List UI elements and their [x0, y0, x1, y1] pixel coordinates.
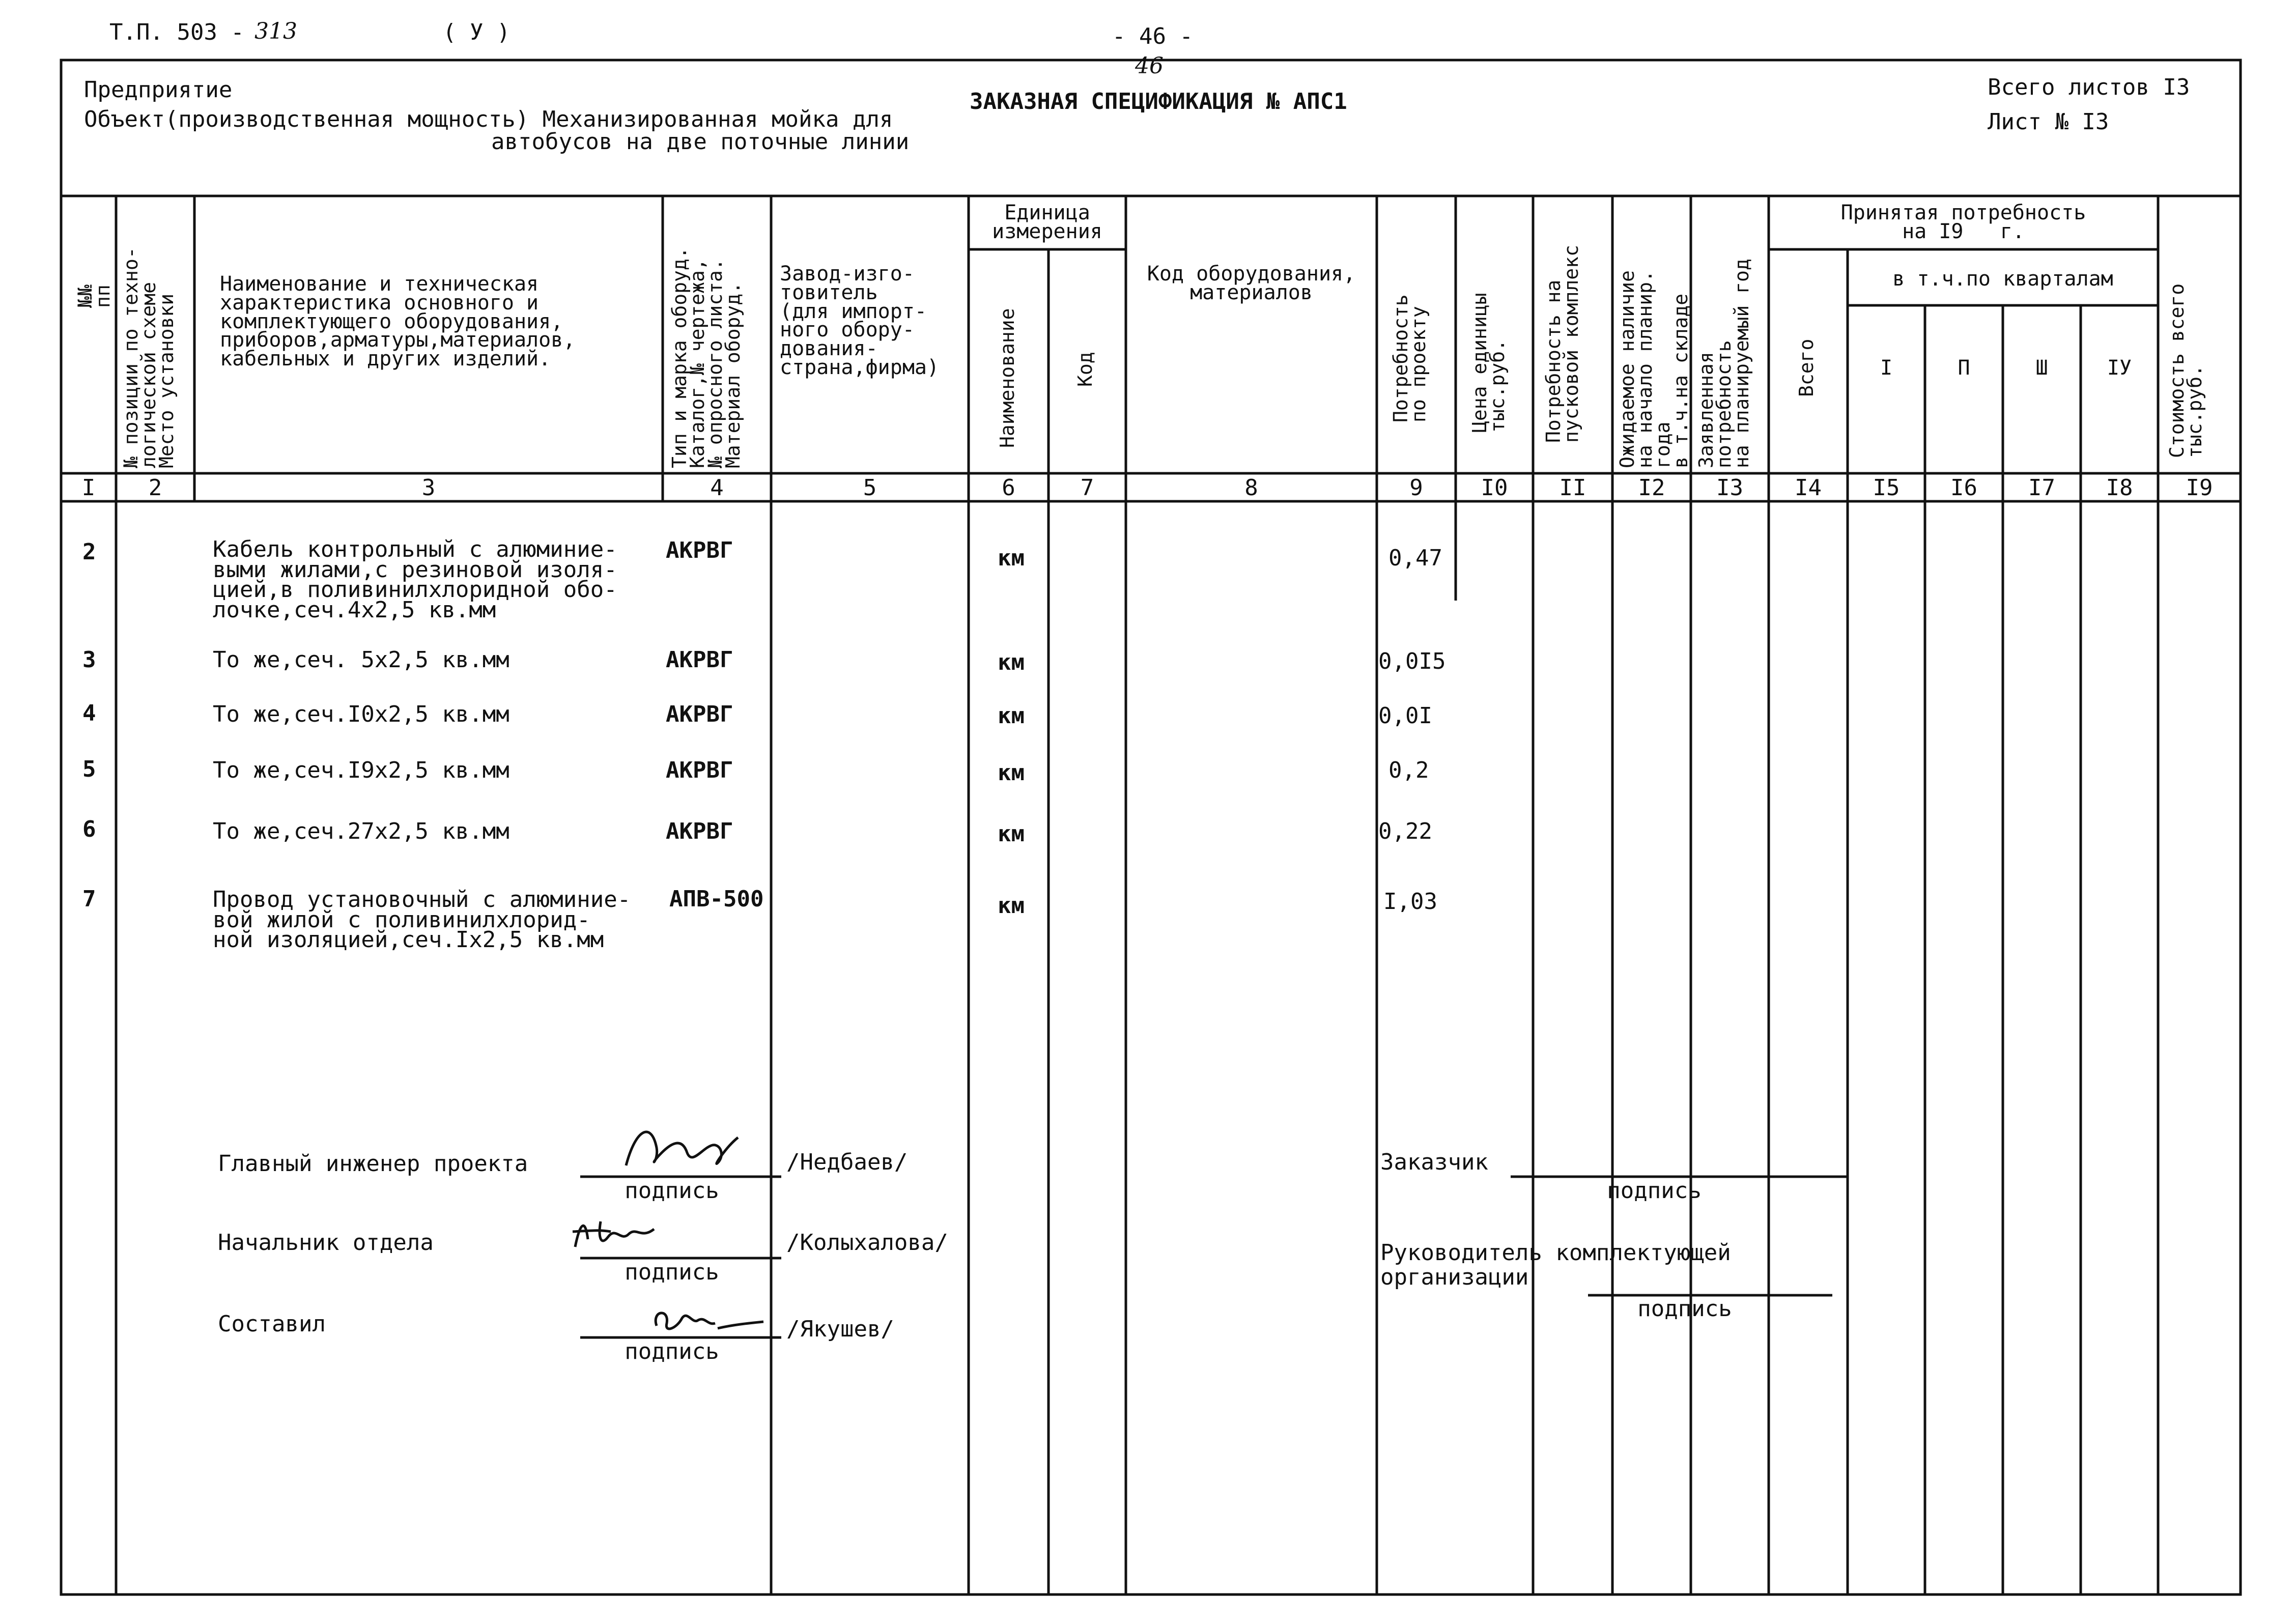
row-quantity: 0,22	[1378, 818, 1432, 844]
object-line-1: Объект(производственная мощность) Механизированная мойка для	[84, 106, 893, 132]
row-name: То же,сеч.I9х2,5 кв.мм	[213, 757, 509, 783]
row-quantity: 0,0I	[1378, 703, 1432, 729]
object-line-2: автобусов на две поточные линии	[491, 129, 910, 155]
row-quantity: 0,0I5	[1378, 648, 1446, 674]
customer-label: Заказчик	[1380, 1149, 1488, 1175]
column-number: II	[1559, 475, 1586, 501]
col-header-expected-stock: Ожидаемое наличие на начало планир. года в т.ч.на складе	[1616, 270, 1692, 468]
row-number: 6	[82, 816, 96, 842]
department-head-signature	[565, 1211, 667, 1262]
compiled-by-label: Составил	[218, 1311, 326, 1337]
total-sheets: Всего листов I3	[1988, 74, 2190, 100]
row-type: АКРВГ	[666, 537, 733, 563]
col-header-q1: I	[1880, 356, 1893, 380]
col-header-row-number: №№ пп	[74, 284, 114, 308]
col-header-total: Всего	[1795, 338, 1818, 397]
col-header-startup-need: Потребность на пусковой комплекс	[1542, 245, 1582, 443]
supplier-head-label-line2: организации	[1380, 1264, 1529, 1290]
col-header-unit-price: Цена единицы тыс.руб.	[1468, 293, 1509, 433]
chief-engineer-name: /Недбаев/	[786, 1149, 908, 1175]
row-type: АКРВГ	[666, 701, 733, 727]
signature-caption: подпись	[1637, 1296, 1732, 1322]
document-code: Т.П. 503 -	[109, 19, 244, 45]
department-head-name: /Колыхалова/	[786, 1230, 948, 1256]
column-number: 9	[1409, 475, 1423, 501]
column-number: I0	[1481, 475, 1508, 501]
row-type: АКРВГ	[666, 757, 733, 783]
column-number: 2	[148, 475, 162, 501]
col-header-accepted-group: Принятая потребность на I9 г.	[1840, 201, 2086, 243]
col-header-q2: П	[1958, 356, 1970, 380]
sheet-number: Лист № I3	[1988, 109, 2109, 135]
row-unit: км	[998, 649, 1025, 675]
col-header-unit-group: Единица измерения	[992, 201, 1102, 243]
department-head-label: Начальник отдела	[218, 1230, 434, 1256]
document-code-handwritten: 313	[254, 18, 297, 44]
row-name: Кабель контрольный с алюминие- выми жилами,с резиновой изоля- цией,в поливинилхлоридной обо- лочке,сеч.4х2,5 кв.мм	[213, 536, 617, 623]
row-unit: км	[998, 703, 1025, 729]
column-number: I8	[2106, 475, 2133, 501]
enterprise-label: Предприятие	[84, 77, 233, 103]
variant-label: ( У )	[443, 19, 511, 45]
column-number: I3	[1716, 475, 1743, 501]
signature-caption: подпись	[625, 1339, 719, 1364]
row-quantity: 0,2	[1388, 757, 1429, 783]
col-header-unit-name: Наименование	[996, 308, 1018, 448]
col-header-name: Наименование и техническая характеристика основного и комплектующего оборудования, приборов,арматуры,материалов, кабельных и других изделий.	[220, 272, 576, 371]
column-number: I7	[2028, 475, 2055, 501]
col-header-manufacturer: Завод-изго- товитель (для импорт- ного обору- дования- страна,фирма)	[780, 262, 940, 379]
signature-caption: подпись	[1607, 1178, 1702, 1204]
signature-caption: подпись	[625, 1178, 719, 1204]
col-header-declared-need: Заявленная потребность на планируемый год	[1695, 259, 1753, 468]
chief-engineer-label: Главный инженер проекта	[218, 1151, 528, 1177]
column-number: I9	[2186, 475, 2213, 501]
column-number: I5	[1873, 475, 1900, 501]
col-header-unit-code: Код	[1074, 352, 1096, 387]
col-header-quarters-group: в т.ч.по кварталам	[1892, 267, 2113, 291]
chief-engineer-signature	[616, 1117, 748, 1183]
column-number: 7	[1080, 475, 1094, 501]
row-number: 4	[82, 700, 96, 726]
column-number: I4	[1795, 475, 1822, 501]
row-number: 3	[82, 647, 96, 673]
column-number: I	[81, 475, 96, 501]
row-name: Провод установочный с алюминие- вой жилой с поливинилхлорид- ной изоляцией,сеч.Iх2,5 кв.мм	[213, 887, 631, 953]
row-type: АКРВГ	[666, 818, 733, 844]
row-number: 5	[82, 756, 96, 782]
column-number: I2	[1638, 475, 1665, 501]
row-number: 2	[82, 539, 96, 565]
row-type: АКРВГ	[666, 647, 733, 673]
col-header-type: Тип и марка оборуд. Каталог,№ чертежа, № опросного листа. Материал оборуд.	[668, 247, 744, 468]
col-header-total-cost: Стоимость всего тыс.руб.	[2166, 283, 2206, 458]
row-name: То же,сеч. 5х2,5 кв.мм	[213, 647, 509, 673]
column-number: 4	[710, 475, 724, 501]
page-number-handwritten: 46	[1135, 53, 1164, 79]
row-unit: км	[998, 545, 1025, 571]
column-number: 5	[863, 475, 877, 501]
row-name: То же,сеч.I0х2,5 кв.мм	[213, 701, 509, 727]
row-unit: км	[998, 821, 1025, 847]
supplier-head-label-line1: Руководитель комплектующей	[1380, 1240, 1731, 1266]
row-unit: км	[998, 760, 1025, 786]
column-number: I6	[1950, 475, 1977, 501]
row-name: То же,сеч.27х2,5 кв.мм	[213, 818, 509, 844]
col-header-project-need: Потребность по проекту	[1390, 294, 1430, 422]
col-header-equipment-code: Код оборудования, материалов	[1147, 262, 1356, 304]
row-number: 7	[82, 886, 96, 912]
page-number: - 46 -	[1112, 23, 1193, 49]
column-number: 6	[1002, 475, 1015, 501]
col-header-position: № позиции по техно- логической схеме Место установки	[120, 247, 178, 468]
row-quantity: 0,47	[1388, 545, 1442, 571]
compiled-by-name: /Якушев/	[786, 1316, 894, 1342]
signature-caption: подпись	[625, 1259, 719, 1285]
col-header-q3: Ш	[2035, 356, 2048, 380]
row-type: АПВ-500	[669, 886, 764, 912]
column-number: 8	[1244, 475, 1258, 501]
col-header-q4: IУ	[2107, 356, 2132, 380]
document-title: ЗАКАЗНАЯ СПЕЦИФИКАЦИЯ № АПС1	[970, 89, 1347, 115]
column-number: 3	[421, 475, 436, 501]
row-unit: км	[998, 893, 1025, 919]
row-quantity: I,03	[1383, 889, 1437, 915]
